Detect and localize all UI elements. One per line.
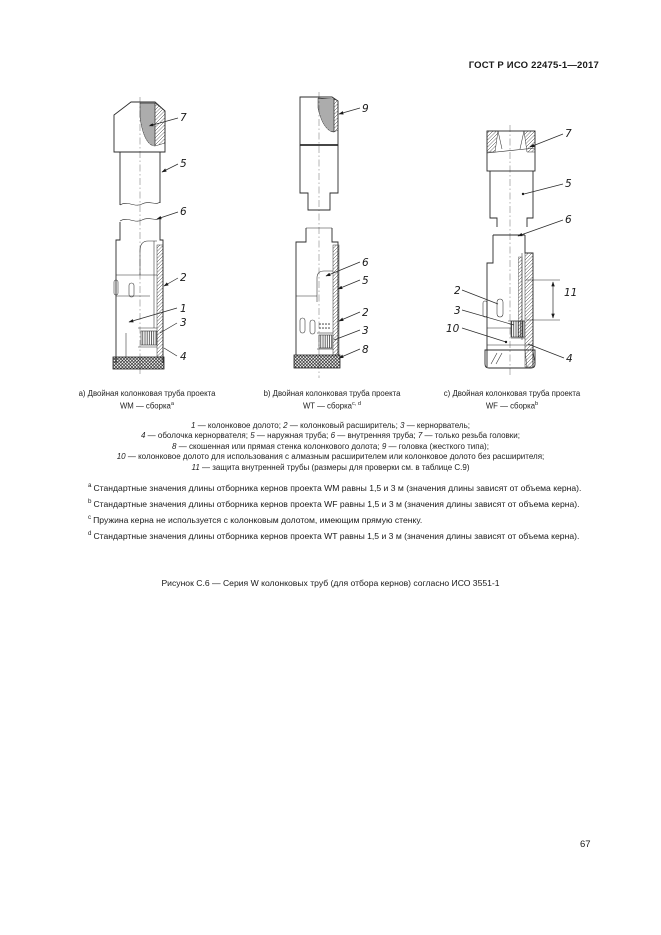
wf-callout-11: 11 [564,287,578,299]
wm-callout-7: 7 [180,112,187,124]
page-header-title: ГОСТ Р ИСО 22475-1—2017 [468,60,599,71]
legend-line-1: 1 — колонковое долото; 2 — колонковый расширитель; 3 — кернорватель; [191,421,470,430]
footnote-b-text: Стандартные значения длины отборника кернов проекта WF равны 1,5 и 3 м (значения длины зависят от объема керна). [93,498,580,509]
wt-callout-6: 6 [362,257,369,269]
wt-drawing [294,92,369,378]
caption-c-assembly: WF — сборка [485,401,536,411]
figure-title: Рисунок С.6 — Серия W колонковых труб (для отбора кернов) согласно ИСО 3551-1 [161,578,500,588]
caption-b [227,388,437,412]
footnote-a-text: Стандартные значения длины отборника кернов проекта WM равны 1,5 и 3 м (значения длины зависят от объема керна). [93,482,582,493]
footnote-c-text: Пружина керна не используется с колонковым долотом, имеющим прямую стенку. [93,514,423,525]
wf-thread-hatch [487,131,498,152]
footnote-a [62,479,598,495]
footnote-c-marker: c [88,514,92,522]
footnotes [62,479,598,543]
diagram-wt [278,90,394,384]
wm-callout-3: 3 [180,317,187,329]
wt-core-lifter [319,335,332,348]
wf-callout-10: 10 [446,323,460,335]
wf-callout-2: 2 [454,285,461,297]
wf-callout-4: 4 [566,353,573,365]
caption-b-line2 [227,399,437,412]
wm-drawing [113,97,187,375]
caption-a-line2 [42,399,252,412]
wf-callout-7: 7 [565,128,572,140]
diagram-wf [438,95,616,380]
caption-c-line1: c) Двойная колонковая труба проекта [443,389,581,398]
footnote-d-marker: d [88,530,92,538]
footnote-c [62,511,598,527]
page-number: 67 [580,839,591,850]
wt-callout-5: 5 [362,275,369,287]
wf-core-lifter [511,321,524,337]
footnote-a-marker: a [88,482,92,489]
legend-line-4: 10 — колонковое долото для использования с алмазным расширителем или колонковое долото без расширителя; [116,452,545,462]
diagram-wm [100,95,212,387]
wf-callout-3: 3 [454,305,461,317]
figure-legend [30,421,631,473]
wm-callout-2: 2 [180,272,187,284]
wt-thread-hatch [318,98,334,132]
wm-core-lifter [141,331,157,345]
wf-callout-5: 5 [565,178,572,190]
caption-c-footnote-ref: b [535,401,539,407]
footnote-b-marker: b [88,498,92,506]
caption-b-footnote-ref: c, d [352,401,362,407]
caption-a-assembly: WM — сборка [119,401,171,411]
wt-dot-pattern [319,323,330,329]
caption-a [42,388,252,412]
caption-c [407,388,617,412]
wf-callout-6: 6 [565,214,572,226]
wf-drawing [446,125,577,375]
wt-callout-2: 2 [362,307,369,319]
wt-callout-8: 8 [362,344,369,356]
caption-b-assembly: WT — сборка [302,401,353,411]
wt-callout-3: 3 [362,325,369,337]
footnote-b [62,495,598,511]
wm-callout-5: 5 [180,158,187,170]
caption-b-line1: b) Двойная колонковая труба проекта [263,389,401,398]
caption-a-footnote-ref: a [170,401,175,407]
wm-thread-hatch [140,103,155,146]
footnote-d [62,527,598,543]
caption-c-line2 [407,399,617,412]
wm-callout-1: 1 [180,303,187,315]
wm-core-bit [113,357,164,369]
legend-line-3: 8 — скошенная или прямая стенка колонкового долота; 9 — головка (жесткого типа); [172,441,489,451]
wt-core-bit [294,355,340,368]
caption-a-line1: a) Двойная колонковая труба проекта [78,389,216,398]
footnote-d-text: Стандартные значения длины отборника кернов проекта WT равны 1,5 и 3 м (значения длины зависят от объема керна). [93,531,580,542]
legend-line-5: 11 — защита внутренней трубы (размеры для проверки см. в таблице С.9) [191,462,470,472]
wt-callout-9: 9 [362,103,369,115]
legend-line-2: 4 — оболочка кернорвателя; 5 — наружная труба; 6 — внутренняя труба; 7 — только резьба головки; [140,431,520,441]
wm-callout-6: 6 [180,206,187,218]
wm-callout-4: 4 [180,351,187,363]
